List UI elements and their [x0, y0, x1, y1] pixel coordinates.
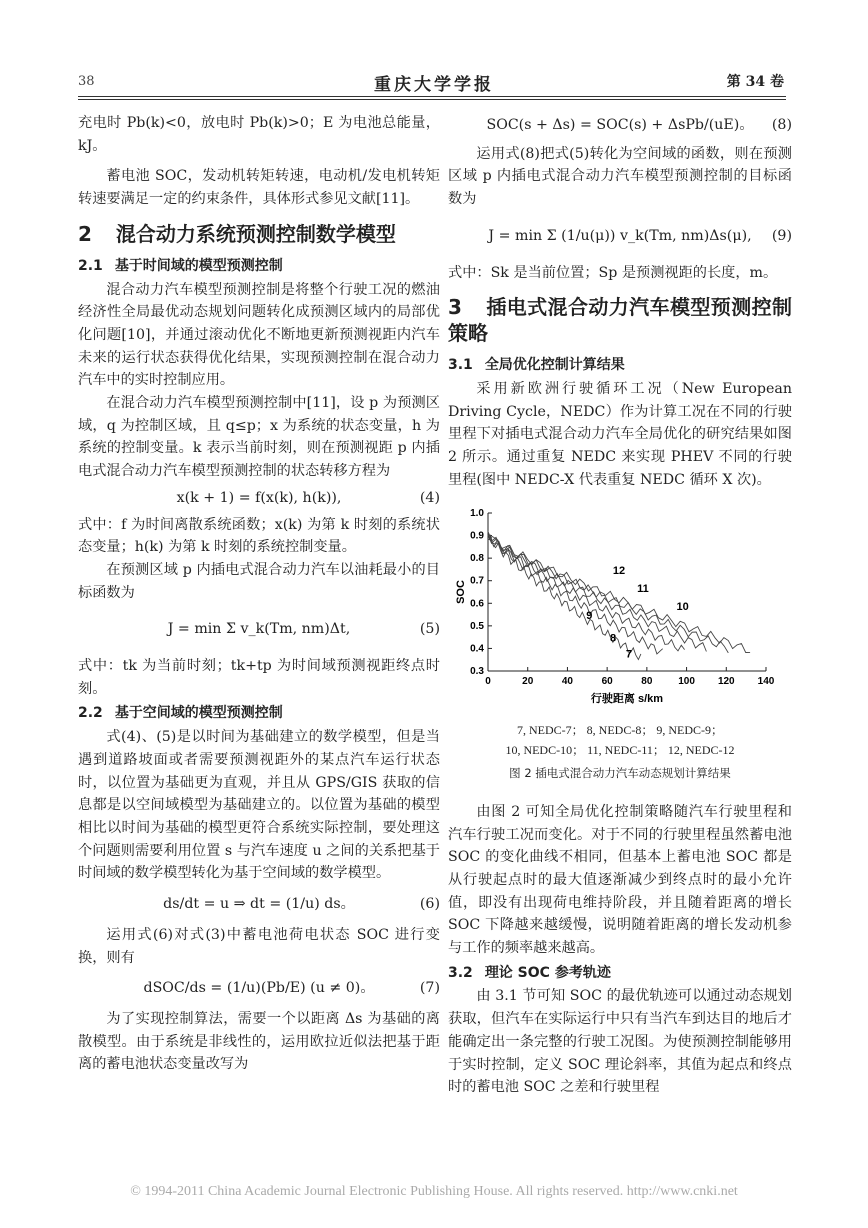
y-tick-label: 0.5 — [470, 621, 484, 633]
equation-number: (6) — [419, 896, 440, 913]
legend-line: 7, NEDC-7； 8, NEDC-8； 9, NEDC-9； — [517, 723, 723, 738]
equation — [78, 487, 440, 510]
curve-label: 9 — [586, 610, 593, 623]
soc-chart — [448, 503, 792, 708]
subsection-number: 2.1 — [78, 257, 103, 274]
subsection-number: 2.2 — [78, 705, 103, 722]
paragraph: 式中：Sk 是当前位置；Sp 是预测视距的长度，m。 — [448, 264, 778, 281]
equation-number: (8) — [771, 117, 792, 133]
volume-label: 第 34 卷 — [726, 74, 784, 90]
section-heading — [78, 221, 440, 247]
chart-legend — [448, 720, 792, 760]
subsection-heading — [78, 702, 440, 725]
x-tick-label: 60 — [601, 676, 613, 688]
section-number: 3 — [448, 295, 462, 320]
subsection-number: 3.2 — [448, 964, 473, 981]
paragraph: 式(4)、(5)是以时间为基础建立的数学模型，但是当遇到道路坡面或者需要预测视距外的某点汽车运行状态时，以位置为基础更为直观，并且从 GPS/GIS 获取的信息都是以空间域模型为基础建立的。以位置为基础的模型相比以时间为基础的模型更符合系统实际控制，要处理这个问题则需要利用位置 s 与汽车速度 u 之间的关系把基于时间域的数学模型转化为基于空间域的数学模型。 — [78, 729, 440, 882]
equation-body: dSOC/ds = (1/u)(Pb/E) (u ≠ 0)。 — [143, 980, 375, 997]
figure-caption: 图 2 插电式混合动力汽车动态规划计算结果 — [509, 766, 731, 781]
paragraph: 混合动力汽车模型预测控制是将整个行驶工况的燃油经济性全局最优动态规划问题转化成预测区域内的局部优化问题[10]，并通过滚动优化不断地更新预测视距内汽车未来的运行状态获得优化结果，实现预测控制在混合动力汽车中的实时控制应用。 — [78, 281, 440, 389]
copyright-footer: © 1994-2011 China Academic Journal Electronic Publishing House. All rights reserved. http://www.cnki.net — [130, 1184, 738, 1199]
x-tick-label: 20 — [522, 676, 534, 688]
y-tick-label: 0.7 — [470, 576, 484, 588]
paragraph: 为了实现控制算法，需要一个以距离 Δs 为基础的离散模型。由于系统是非线性的，运用欧拉近似法把基于距离的蓄电池状态变量改写为 — [78, 1010, 440, 1073]
y-tick-label: 0.6 — [470, 598, 484, 610]
header-rule — [78, 96, 786, 100]
curve-label: 10 — [676, 601, 689, 614]
y-tick-label: 0.9 — [470, 531, 484, 543]
x-axis-label: 行驶距离 s/km — [590, 693, 664, 706]
x-tick-label: 100 — [678, 676, 695, 688]
x-tick-label: 120 — [717, 676, 735, 688]
x-tick-label: 140 — [757, 676, 775, 688]
y-tick-label: 1.0 — [470, 508, 484, 520]
equation-body: ds/dt = u ⇒ dt = (1/u) ds。 — [163, 896, 355, 913]
equation-number: (5) — [419, 621, 440, 638]
y-tick-label: 0.4 — [470, 643, 484, 655]
figure — [448, 503, 792, 784]
curve-label: 7 — [625, 648, 633, 661]
subsection-title: 全局优化控制计算结果 — [484, 357, 625, 374]
x-tick-label: 80 — [641, 676, 653, 688]
y-tick-label: 0.3 — [470, 666, 484, 678]
left-column — [78, 112, 440, 1076]
equation-number: (7) — [419, 980, 440, 997]
subsection-title: 理论 SOC 参考轨迹 — [484, 964, 611, 981]
equation-number: (9) — [771, 227, 792, 244]
subsection-heading — [78, 255, 440, 278]
journal-title: 重庆大学学报 — [374, 75, 494, 95]
paragraph: 式中：tk 为当前时刻；tk+tp 为时间域预测视距终点时刻。 — [78, 658, 440, 697]
section-number: 2 — [78, 221, 92, 246]
page-header — [0, 68, 868, 96]
equation — [448, 225, 792, 248]
x-tick-label: 40 — [561, 676, 573, 688]
equation — [78, 893, 440, 916]
equation-number: (4) — [419, 489, 440, 506]
soc-curve-nedc-10 — [488, 535, 706, 652]
curve-label: 8 — [610, 633, 617, 646]
equation-body: x(k + 1) = f(x(k), h(k)), — [176, 489, 342, 506]
curve-label: 12 — [612, 565, 626, 578]
paragraph: 采用新欧洲行驶循环工况（New European Driving Cycle，NEDC）作为计算工况在不同的行驶里程下对插电式混合动力汽车全局优化的研究结果如图 2 所示。通过重复 NEDC 来实现 PHEV 不同的行驶里程(图中 NEDC-X 代表重复 NEDC 循环 X 次)。 — [448, 380, 792, 488]
paragraph: 蓄电池 SOC，发动机转矩转速，电动机/发电机转矩转速要满足一定的约束条件，具体形式参见文献[11]。 — [78, 168, 440, 208]
y-axis-label: SOC — [455, 580, 467, 605]
soc-curve-nedc-12 — [488, 537, 750, 653]
curve-label: 11 — [637, 583, 649, 596]
paragraph: 运用式(6)对式(3)中蓄电池荷电状态 SOC 进行变换，则有 — [78, 926, 440, 966]
paragraph: 由图 2 可知全局优化控制策略随汽车行驶里程和汽车行驶工况而变化。对于不同的行驶里程虽然蓄电池 SOC 的变化曲线不相同，但基本上蓄电池 SOC 都是从行驶起点时的最大值逐渐减少到终点时的最小允许值，即没有出现荷电维持阶段，并且随着距离的增长 SOC 下降越来越缓慢，说明随着距离的增长发动机参与工作的频率越来越高。 — [448, 803, 792, 957]
soc-curve-nedc-11 — [488, 538, 728, 654]
subsection-title: 基于时间域的模型预测控制 — [114, 257, 283, 274]
right-column — [448, 112, 792, 1099]
legend-line: 10, NEDC-10； 11, NEDC-11； 12, NEDC-12 — [505, 743, 735, 758]
equation-body: SOC(s + Δs) = SOC(s) + ΔsPb/(uE)。 — [486, 117, 754, 133]
paragraph: 在预测区域 p 内插电式混合动力汽车以油耗最小的目标函数为 — [78, 561, 440, 601]
y-tick-label: 0.8 — [470, 553, 484, 565]
equation-body: J = min Σ (1/u(μ)) v_k(Tm, nm)Δs(μ), — [488, 227, 752, 244]
paragraph: 运用式(8)把式(5)转化为空间域的函数，则在预测区域 p 内插电式混合动力汽车模型预测控制的目标函数为 — [448, 145, 792, 208]
x-tick-label: 0 — [485, 676, 491, 688]
equation — [78, 977, 440, 1000]
soc-curve-nedc-9 — [488, 532, 685, 651]
subsection-number: 3.1 — [448, 357, 473, 374]
subsection-heading — [448, 354, 792, 377]
page-number: 38 — [78, 74, 95, 89]
paragraph: 充电时 Pb(k)<0，放电时 Pb(k)>0；E 为电池总能量，kJ。 — [78, 115, 440, 154]
subsection-heading — [448, 962, 792, 985]
soc-curve-nedc-7 — [488, 536, 641, 660]
paragraph: 在混合动力汽车模型预测控制中[11]，设 p 为预测区域，q 为控制区域，且 q≤p；x 为系统的状态变量，h 为系统的控制变量。k 表示当前时刻，则在预测视距 p 内插电式混合动力汽车模型预测控制的状态转移方程为 — [78, 395, 440, 480]
equation — [448, 114, 792, 137]
equation-body: J = min Σ v_k(Tm, nm)Δt, — [167, 621, 351, 638]
section-title: 混合动力系统预测控制数学模型 — [115, 221, 396, 246]
section-title: 插电式混合动力汽车模型预测控制策略 — [448, 295, 792, 346]
paragraph: 式中：f 为时间离散系统函数；x(k) 为第 k 时刻的系统状态变量；h(k) 为第 k 时刻的系统控制变量。 — [78, 516, 440, 556]
equation — [78, 618, 440, 641]
section-heading — [448, 294, 792, 346]
paragraph: 由 3.1 节可知 SOC 的最优轨迹可以通过动态规划获取，但汽车在实际运行中只有当汽车到达目的地后才能确定出一条完整的行驶工况图。为使预测控制能够用于实时控制，定义 SOC 理论斜率，其值为起点和终点时的蓄电池 SOC 之差和行驶里程 — [448, 988, 792, 1096]
subsection-title: 基于空间域的模型预测控制 — [114, 705, 283, 722]
